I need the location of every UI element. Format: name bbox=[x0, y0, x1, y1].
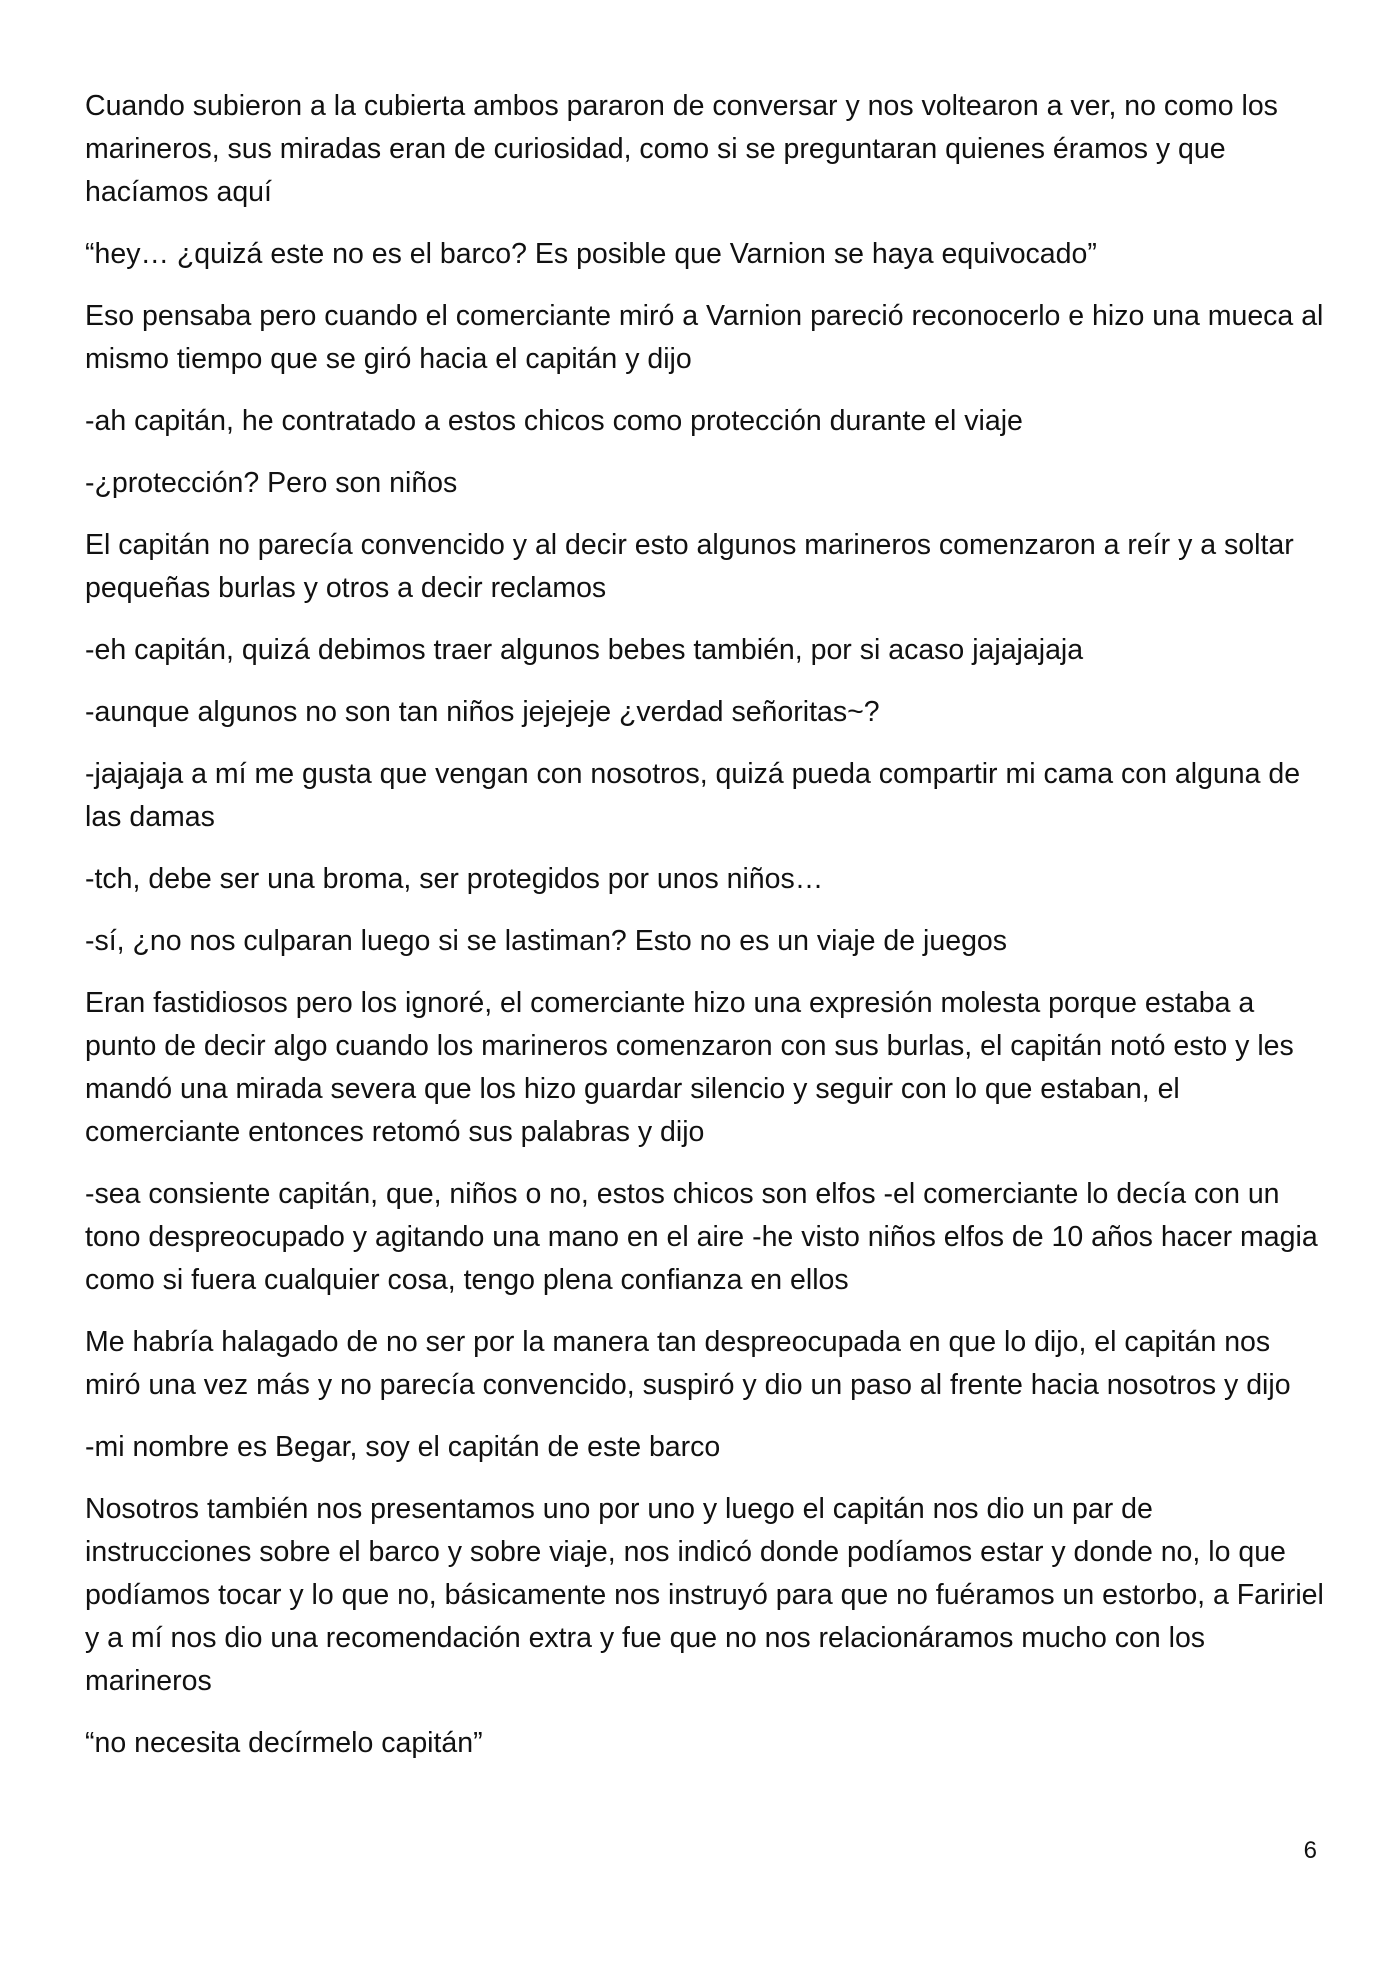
paragraph: -sí, ¿no nos culparan luego si se lastiman? Esto no es un viaje de juegos bbox=[85, 925, 1008, 957]
paragraph: Eran fastidiosos pero los ignoré, el comerciante hizo una expresión molesta porque estaba a punto de decir algo cuando los marineros comenzaron con sus burlas, el capitán notó esto y les mandó una mirada severa que los hizo guardar silencio y seguir con lo que estaban, el comerciante entonces retomó sus palabras y dijo bbox=[85, 987, 1294, 1148]
paragraph: “no necesita decírmelo capitán” bbox=[85, 1727, 483, 1759]
paragraph: Eso pensaba pero cuando el comerciante miró a Varnion pareció reconocerlo e hizo una mueca al mismo tiempo que se giró hacia el capitán y dijo bbox=[85, 300, 1324, 375]
paragraph: -aunque algunos no son tan niños jejejeje ¿verdad señoritas~? bbox=[85, 696, 880, 728]
paragraph: -eh capitán, quizá debimos traer algunos bebes también, por si acaso jajajajaja bbox=[85, 634, 1084, 666]
paragraph: -¿protección? Pero son niños bbox=[85, 467, 458, 499]
body-text bbox=[85, 85, 1325, 1784]
paragraph: -sea consiente capitán, que, niños o no, estos chicos son elfos -el comerciante lo decía con un tono despreocupado y agitando una mano en el aire -he visto niños elfos de 10 años hacer magia como si fuera cualquier cosa, tengo plena confianza en ellos bbox=[85, 1178, 1318, 1296]
page-number: 6 bbox=[1303, 1837, 1317, 1864]
paragraph: Me habría halagado de no ser por la manera tan despreocupada en que lo dijo, el capitán nos miró una vez más y no parecía convencido, suspiró y dio un paso al frente hacia nosotros y dijo bbox=[85, 1326, 1291, 1401]
paragraph: El capitán no parecía convencido y al decir esto algunos marineros comenzaron a reír y a soltar pequeñas burlas y otros a decir reclamos bbox=[85, 529, 1294, 604]
paragraph: -ah capitán, he contratado a estos chicos como protección durante el viaje bbox=[85, 405, 1023, 437]
paragraph: -jajajaja a mí me gusta que vengan con nosotros, quizá pueda compartir mi cama con alguna de las damas bbox=[85, 758, 1301, 833]
paragraph: Cuando subieron a la cubierta ambos pararon de conversar y nos voltearon a ver, no como los marineros, sus miradas eran de curiosidad, como si se preguntaran quienes éramos y que hacíamos aquí bbox=[85, 90, 1278, 208]
paragraph: -tch, debe ser una broma, ser protegidos por unos niños… bbox=[85, 863, 824, 895]
paragraph: Nosotros también nos presentamos uno por uno y luego el capitán nos dio un par de instrucciones sobre el barco y sobre viaje, nos indicó donde podíamos estar y donde no, lo que podíamos tocar y lo que no, básicamente nos instruyó para que no fuéramos un estorbo, a Faririel y a mí nos dio una recomendación extra y fue que no nos relacionáramos mucho con los marineros bbox=[85, 1493, 1324, 1697]
paragraph: -mi nombre es Begar, soy el capitán de este barco bbox=[85, 1431, 721, 1463]
paragraph: “hey… ¿quizá este no es el barco? Es posible que Varnion se haya equivocado” bbox=[85, 238, 1097, 270]
